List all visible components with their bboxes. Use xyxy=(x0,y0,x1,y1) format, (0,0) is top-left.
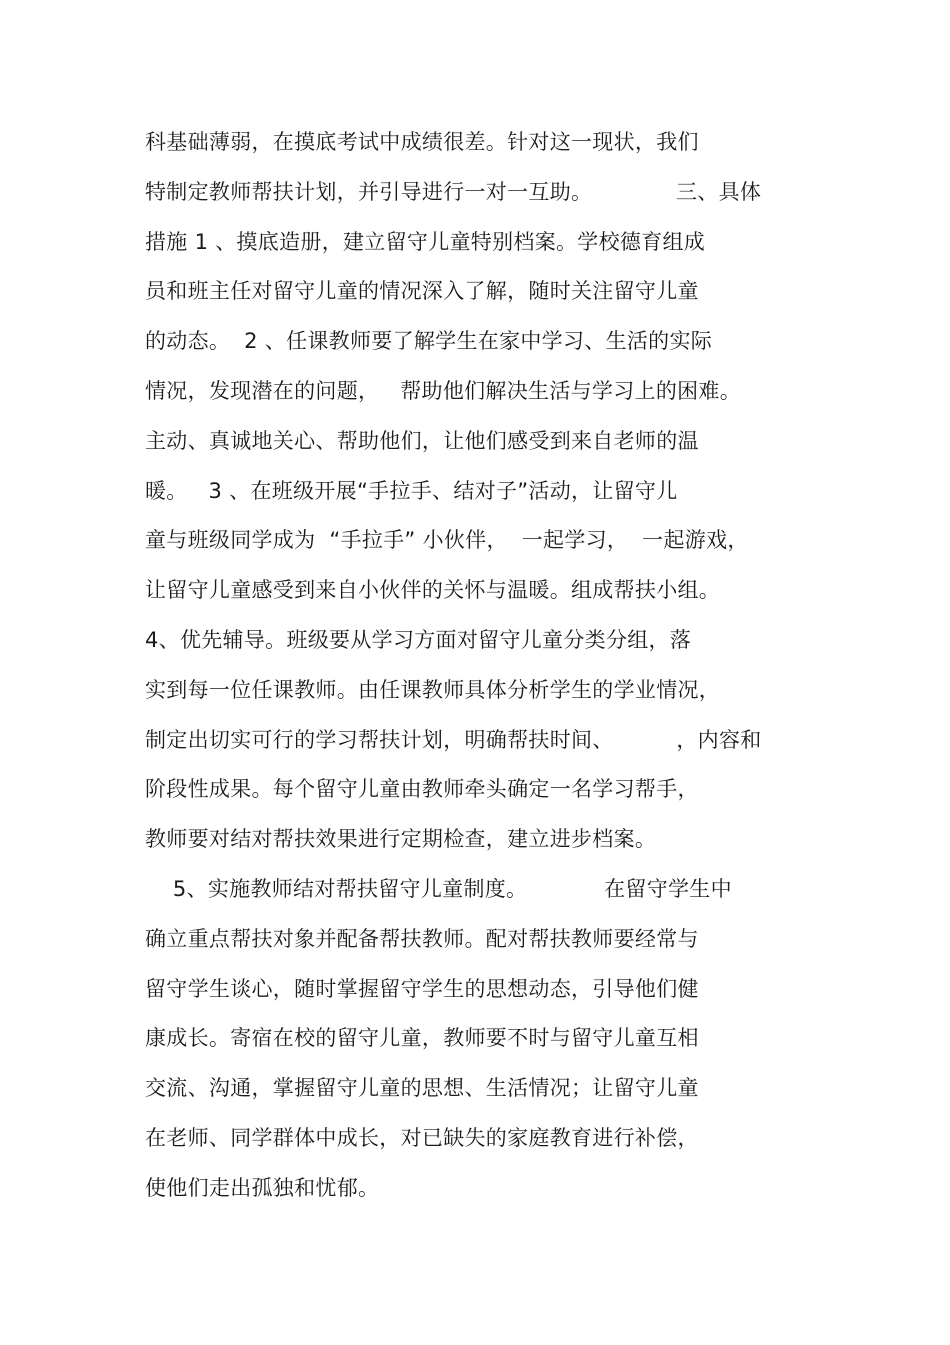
text-line: 使他们走出孤独和忧郁。 xyxy=(145,1175,380,1200)
text-line: 让留守儿童感受到来自小伙伴的关怀与温暖。组成帮扶小组。 xyxy=(145,578,721,603)
body-text xyxy=(145,122,825,1218)
text-line: 制定出切实可行的学习帮扶计划，明确帮扶时间、 ，内容和 xyxy=(145,727,762,752)
text-line: 留守学生谈心，随时掌握留守学生的思想动态，引导他们健 xyxy=(145,976,699,1001)
text-line: 措施 1 、摸底造册，建立留守儿童特别档案。学校德育组成 xyxy=(145,229,706,254)
text-line: 康成长。寄宿在校的留守儿童，教师要不时与留守儿童互相 xyxy=(145,1026,699,1051)
text-line: 在老师、同学群体中成长，对已缺失的家庭教育进行补偿， xyxy=(145,1125,699,1150)
text-line: 特制定教师帮扶计划，并引导进行一对一互助。 三、具体 xyxy=(145,179,762,204)
text-line: 情况，发现潜在的问题， 帮助他们解决生活与学习上的困难。 xyxy=(145,378,742,403)
text-line: 童与班级同学成为 “手拉手” 小伙伴， 一起学习， 一起游戏， xyxy=(145,528,749,553)
text-line: 确立重点帮扶对象并配备帮扶教师。配对帮扶教师要经常与 xyxy=(145,926,699,951)
text-line: 5、实施教师结对帮扶留守儿童制度。 在留守学生中 xyxy=(145,876,732,901)
text-line: 暖。 3 、在班级开展“手拉手、结对子”活动，让留守儿 xyxy=(145,478,678,503)
text-line: 的动态。 2 、任课教师要了解学生在家中学习、生活的实际 xyxy=(145,329,713,354)
text-line: 员和班主任对留守儿童的情况深入了解，随时关注留守儿童 xyxy=(145,279,699,304)
text-line: 4、优先辅导。班级要从学习方面对留守儿童分类分组，落 xyxy=(145,627,692,652)
text-line: 交流、沟通，掌握留守儿童的思想、生活情况；让留守儿童 xyxy=(145,1076,699,1101)
text-line: 阶段性成果。每个留守儿童由教师牵头确定一名学习帮手， xyxy=(145,777,699,802)
text-line: 主动、真诚地关心、帮助他们，让他们感受到来自老师的温 xyxy=(145,428,699,453)
text-line: 教师要对结对帮扶效果进行定期检查，建立进步档案。 xyxy=(145,827,657,852)
text-line: 科基础薄弱，在摸底考试中成绩很差。针对这一现状，我们 xyxy=(145,130,699,154)
text-line: 实到每一位任课教师。由任课教师具体分析学生的学业情况， xyxy=(145,677,721,702)
